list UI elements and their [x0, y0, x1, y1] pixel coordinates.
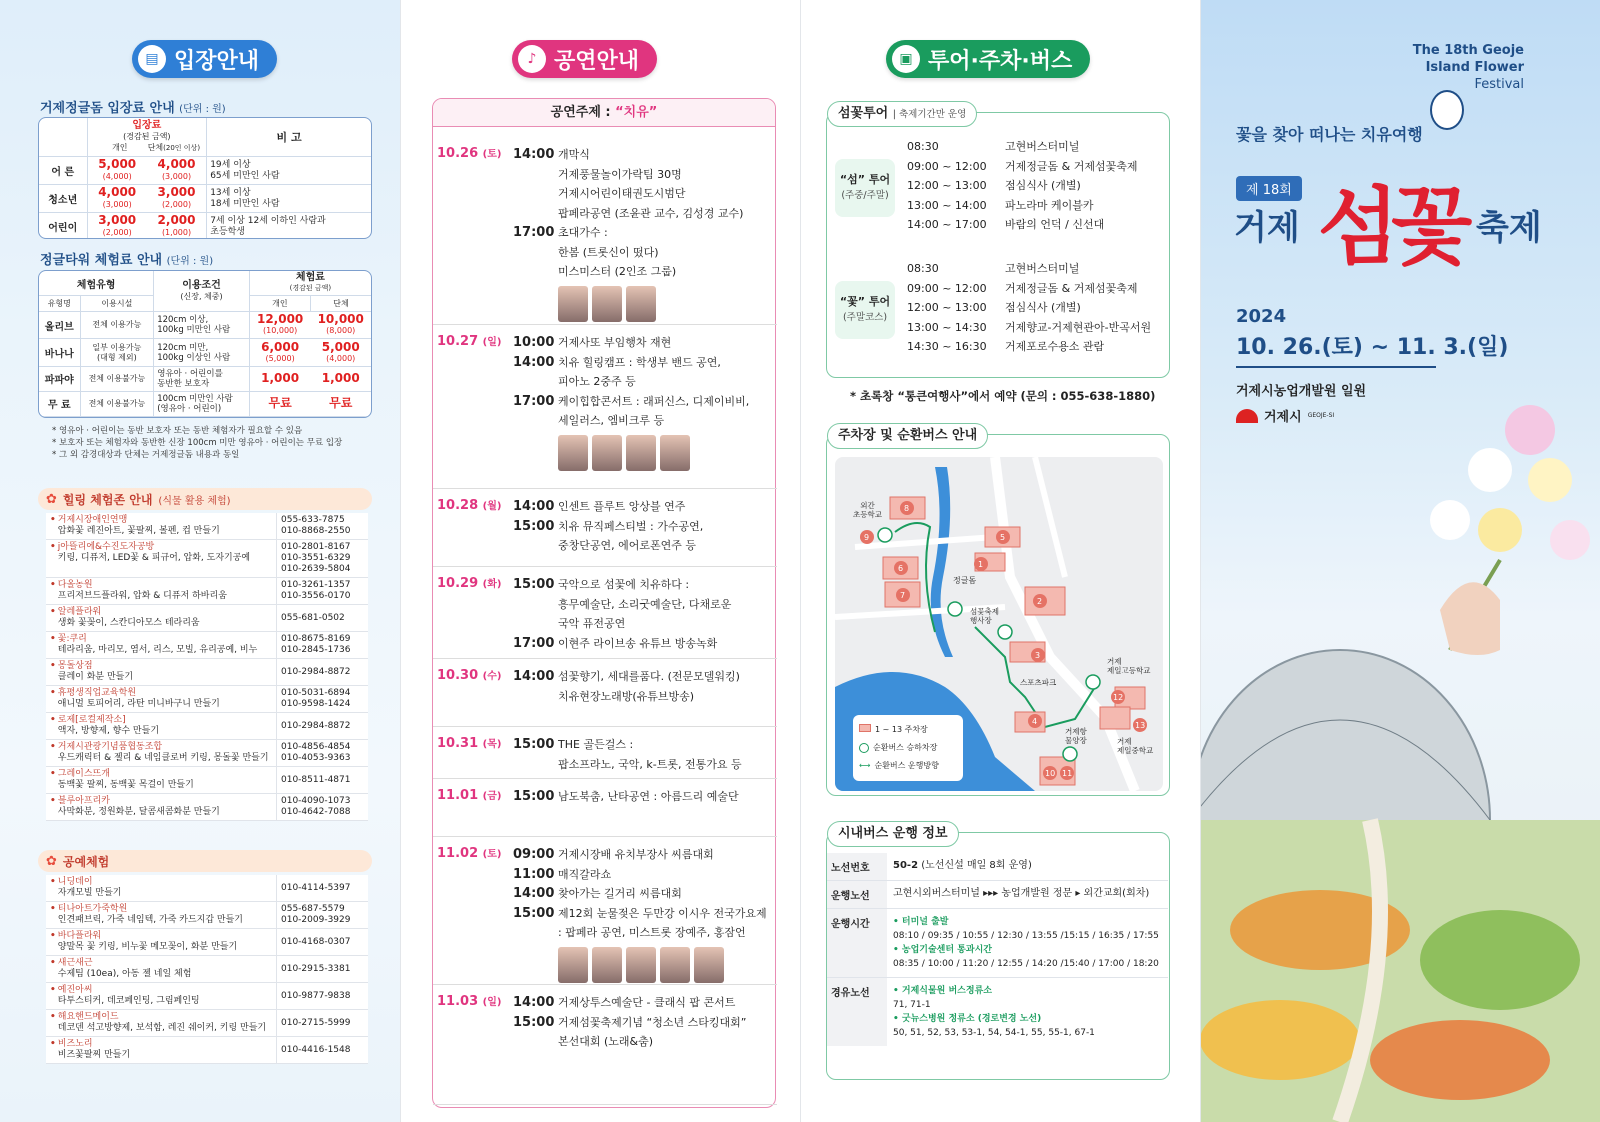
svg-text:5: 5 [1000, 533, 1006, 542]
schedule-day: 10.27 (일) 10:00 거제사또 부임행차 재현 14:00 치유 힐링캠프 : 학생부 밴드 공연, 피아노 2중주 등 17:00 케이힙합콘서트 : 래퍼신스, 디제이비비, 세일러스, 엠비크루 등 [433, 325, 777, 489]
healing-heading: ✿ 힐링 체험존 안내 (식물 활용 체험) [38, 488, 372, 510]
festival-date: 10. 26.(토) ~ 11. 3.(일) [1236, 335, 1509, 360]
music-icon: ♪ [518, 45, 546, 73]
fee-title: 거제정글돔 입장료 안내 (단위 : 원) [40, 101, 226, 116]
title-left: 거제 [1234, 208, 1300, 248]
list-item: • 비즈노리 비즈꽃팔찌 만들기 010-4416-1548 [46, 1037, 368, 1064]
admission-panel [0, 0, 400, 1122]
cover-panel [1200, 0, 1600, 1122]
list-item: • 티나아트가죽학원 인견패브릭, 가죽 네임텍, 가죽 카드지갑 만들기 055-687-5579 010-2009-3929 [46, 902, 368, 929]
list-item: • 휴평생직업교육학원 애니멀 토피어리, 라탄 미니바구니 만들기 010-5031-6894 010-9598-1424 [46, 686, 368, 713]
list-item: • 새근새근 수제팀 (10ea), 아동 젤 네일 체험 010-2915-3381 [46, 956, 368, 983]
fee-table: 입장료 (경감된 금액) 개인 단체(20인 이상) 비 고 어 른 5,000 (4,000) 4,000 (3,000) 19세 이상 65세 미만인 사람 청소년 4,000 (3,000) 3,000 (2,000) 13세 이상 18세 미만인 사람 어린이 3,000 (2,000) 2,000 (1,000) 7세 이상 12세 이하인 사람과 초등학생 [38, 117, 372, 239]
bus-icon: ▣ [892, 45, 920, 73]
list-item: • 몽돌상점 클레이 화분 만들기 010-2984-8872 [46, 659, 368, 686]
map-label-school: 외간 초등학교 [853, 501, 882, 519]
list-item: • 알레플라워 생화 꽃꽂이, 스칸디아모스 테라리움 055-681-0502 [46, 605, 368, 632]
list-item: • 로제[로컬제작소] 액자, 방향제, 향수 만들기 010-2984-8872 [46, 713, 368, 740]
performer-photo [626, 286, 656, 322]
schedule-day: 11.02 (토) 09:00 거제시장배 유치부장사 씨름대회 11:00 매직갈라쇼 14:00 찾아가는 길거리 씨름대회 15:00 제12회 눈물젖은 두만강 이시우 전국가요제 : 팝페라 공연, 미스트롯 장예주, 홍잠언 [433, 837, 777, 985]
ticket-icon: ▤ [138, 45, 166, 73]
english-title: The 18th Geoje Island Flower Festival [1412, 43, 1524, 92]
list-item: • 니딩데이 자개모빌 만들기 010-4114-5397 [46, 875, 368, 902]
tower-row: 파파야 전체 이용불가능 영유아 · 어린이를 동반한 보호자 1,000 1,000 [39, 366, 371, 391]
list-item: • 거제시장애인연맹 압화꽃 레진아트, 꽃팔찌, 볼펜, 컵 만들기 055-633-7875 010-8868-2550 [46, 513, 368, 540]
bus-box [826, 826, 1170, 1080]
list-item: • 해요핸드메이드 데코덴 석고방향제, 보석함, 레진 쉐이커, 키링 만들기 010-2715-5999 [46, 1010, 368, 1037]
performer-photo [694, 947, 724, 983]
schedule-day: 10.30 (수) 14:00 섬꽃향기, 세대를품다. (전문모델워킹) 치유현장노래방(유튜브방송) [433, 659, 777, 727]
performer-photo [558, 286, 588, 322]
craft-heading: ✿ 공예체험 [38, 850, 372, 872]
fold-line [400, 0, 401, 1122]
svg-text:9: 9 [864, 533, 870, 542]
tour-reserve: * 초록창 “통큰여행사”에서 예약 (문의 : 055-638-1880) [850, 389, 1156, 403]
list-item: • 바다플라워 양말목 꽃 키링, 비누꽃 메모꽂이, 화분 만들기 010-4168-0307 [46, 929, 368, 956]
tower-title: 정글타워 체험료 안내 (단위 : 원) [40, 253, 214, 268]
parking-title: 주차장 및 순환버스 안내 [827, 423, 988, 449]
list-item: • 꽃:쿠리 테라리움, 마리모, 염서, 리스, 모빌, 유리공예, 비누 010-8675-8169 010-2845-1736 [46, 632, 368, 659]
list-item: • 예진아씨 타투스티커, 데코페인팅, 그림페인팅 010-9877-9838 [46, 983, 368, 1010]
tour-box [826, 106, 1170, 378]
note-line: * 영유아 · 어린이는 동반 보호자 또는 동반 체험자가 필요할 수 있음 [52, 426, 303, 436]
mascot-icon [1430, 90, 1464, 130]
svg-text:3: 3 [1035, 651, 1041, 660]
svg-text:7: 7 [900, 591, 906, 600]
svg-text:1: 1 [978, 560, 984, 569]
list-item: • 블루아프리카 사막화분, 정원화분, 달콤새콤화분 만들기 010-4090-1073 010-4642-7088 [46, 794, 368, 821]
tower-row: 바나나 일부 이용가능 (대형 제외) 120cm 미만, 100kg 이상인 사람 6,000 (5,000) 5,000 (4,000) [39, 339, 371, 366]
performer-photo [592, 435, 622, 471]
divider [1236, 366, 1436, 368]
schedule-day: 10.26 (토) 14:00 개막식 거제풍물놀이가락팀 30명 거제시어린이태권도시범단 팝페라공연 (조윤관 교수, 김성경 교수) 17:00 초대가수 : 한봄 (트롯신이 떴다) 미스미스터 (2인조 그룹) [433, 137, 777, 325]
tour-course: “섬” 투어 (주중/주말) 08:30 고현버스터미널 09:00 ~ 12:00 거제정글돔 & 거제섬꽃축제 12:00 ~ 13:00 점심식사 (개별) 13:00 ~ 14:00 파노라마 케이블카 14:00 ~ 17:00 바람의 언덕 / 신선대 [827, 137, 1171, 247]
list-item: • 다올농원 프리저브드플라워, 압화 & 디퓨저 하바리움 010-3261-1357 010-3556-0170 [46, 578, 368, 605]
edition-badge: 제 18회 [1236, 176, 1302, 201]
title-main: 섬꽃 [1318, 177, 1465, 276]
admission-heading: ▤ 입장안내 [132, 40, 277, 78]
performer-photo [558, 947, 588, 983]
performer-photo [592, 286, 622, 322]
slogan: 꽃을 찾아 떠나는 치유여행 [1236, 125, 1423, 144]
map-label-sports: 스포츠파크 [1020, 678, 1057, 687]
performer-photo [660, 435, 690, 471]
fee-row: 어린이 3,000 (2,000) 2,000 (1,000) 7세 이상 12세 이하인 사람과 초등학생 [39, 213, 371, 240]
fee-row: 청소년 4,000 (3,000) 3,000 (2,000) 13세 이상 18세 미만인 사람 [39, 185, 371, 213]
list-item: • j아뜰리에&수진도자공방 키링, 디퓨저, LED꽃 & 피규어, 압화, 도자기공예 010-2801-8167 010-3551-6329 010-2639-5804 [46, 540, 368, 578]
tour-title: 섬꽃투어 | 축제기간만 운영 [827, 101, 977, 127]
performance-theme: 공연주제 : “치유” [433, 99, 775, 127]
performer-photos [558, 435, 773, 471]
performer-photo [626, 435, 656, 471]
festival-year: 2024 [1236, 306, 1287, 327]
map-legend: 1 ~ 13 주차장 순환버스 승하차장 ⟷ 순환버스 운행방향 [853, 715, 963, 781]
title-right: 축제 [1476, 208, 1542, 248]
tour-panel [800, 0, 1200, 1122]
bus-title: 시내버스 운행 정보 [827, 821, 959, 847]
tower-table: 체험유형 이용조건 (신장, 체중) 체험료 (경감된 금액) 유형명 이용시설 개인 단체 올리브 전체 이용가능 120cm 이상, 100kg 미만인 사람 12,000 (10,000) 10,000 (8,000) 바나나 일부 이용가능 (대형 제외) 120cm 미만, 100kg 이상인 사람 6,000 (5,000) 5,000 (4,000) 파파야 전체 이용불가능 영유아 · 어린이를 동반한 보호자 1,000 1,000 무 료 전체 이용불가능 100cm 미만인 사람 (영유아 · 어린이) 무료 무료 [38, 270, 372, 418]
schedule-day: 10.28 (월) 14:00 인센트 플루트 앙상블 연주 15:00 치유 뮤직페스티벌 : 가수공연, 중창단공연, 에어로폰연주 등 [433, 489, 777, 567]
tour-course: “꽃” 투어 (주말코스) 08:30 고현버스터미널 09:00 ~ 12:00 거제정글돔 & 거제섬꽃축제 12:00 ~ 13:00 점심식사 (개별) 13:00 ~ 14:30 거제향교-거제현관아-반곡서원 14:30 ~ 16:30 거제포로수용소 관람 [827, 259, 1171, 369]
parking-box [826, 428, 1170, 796]
performance-heading: ♪ 공연안내 [512, 40, 657, 78]
flower-icon: ✿ [46, 491, 57, 507]
performer-photos [558, 286, 773, 322]
svg-text:2: 2 [1037, 597, 1043, 606]
list-item: • 거제시관광기념품협동조합 우드캐릭터 & 젤리 & 네임클로버 키링, 몽돌꽃 만들기 010-4856-4854 010-4053-9363 [46, 740, 368, 767]
performer-photo [558, 435, 588, 471]
performer-photo [626, 947, 656, 983]
note-line: * 보호자 또는 체험자와 동반한 신장 100cm 미만 영유아 · 어린이는 무료 입장 [52, 438, 343, 448]
svg-text:12: 12 [1113, 693, 1124, 702]
schedule-day: 10.29 (화) 15:00 국악으로 섬꽃에 치유하다 : 흥무예술단, 소리굿예술단, 다채로운 국악 퓨전공연 17:00 이현주 라이브송 유튜브 방송녹화 [433, 567, 777, 659]
tower-row: 무 료 전체 이용불가능 100cm 미만인 사람 (영유아 · 어린이) 무료 무료 [39, 391, 371, 416]
performer-photos [558, 947, 773, 983]
map-label-venue: 섬꽃축제 행사장 [970, 607, 999, 625]
flower-icon: ✿ [46, 853, 57, 869]
svg-text:4: 4 [1032, 717, 1038, 726]
map-label-high: 거제 제일고등학교 [1107, 657, 1151, 675]
craft-list [46, 875, 368, 1064]
flower-bouquet [1430, 405, 1590, 655]
fold-line [1200, 0, 1201, 1122]
schedule-day: 11.01 (금) 15:00 남도북춤, 난타공연 : 아름드리 예술단 [433, 779, 777, 837]
performer-photo [592, 947, 622, 983]
svg-text:11: 11 [1062, 769, 1073, 778]
map-label-port: 거제항 물양장 [1065, 727, 1087, 745]
tour-heading: ▣ 투어·주차·버스 [886, 40, 1090, 78]
map-label-jungle: 정글돔 [953, 576, 977, 585]
svg-text:10: 10 [1045, 769, 1056, 778]
map-label-middle: 거제 제일중학교 [1117, 737, 1154, 755]
festival-venue: 거제시농업개발원 일원 [1236, 384, 1367, 399]
healing-list [46, 513, 368, 821]
svg-text:6: 6 [898, 564, 904, 573]
tower-row: 올리브 전체 이용가능 120cm 이상, 100kg 미만인 사람 12,000 (10,000) 10,000 (8,000) [39, 312, 371, 339]
schedule-day: 11.03 (일) 14:00 거제상투스예술단 - 클래식 팝 콘서트 15:00 거제섬꽃축제기념 “청소년 스타킹대회” 본선대회 (노래&춤) [433, 985, 777, 1105]
note-line: * 그 외 감경대상과 단체는 거제정글돔 내용과 동일 [52, 450, 240, 460]
svg-text:8: 8 [904, 504, 910, 513]
geoje-logo-icon [1236, 409, 1258, 423]
fee-row: 어 른 5,000 (4,000) 4,000 (3,000) 19세 이상 65세 미만인 사람 [39, 157, 371, 185]
performance-schedule [432, 98, 776, 1108]
city-logo: 거제시 GEOJE-SI [1236, 406, 1334, 425]
list-item: • 그레이스뜨개 동백꽃 팔찌, 동백꽃 목걸이 만들기 010-8511-4871 [46, 767, 368, 794]
svg-text:13: 13 [1135, 721, 1146, 730]
schedule-day: 10.31 (목) 15:00 THE 골든걸스 : 팝소프라노, 국악, k-트롯, 전통가요 등 [433, 727, 777, 779]
bus-table: 노선번호 50-2 (노선신설 매일 8회 운영) 운행노선 고현시외버스터미널 ▸▸▸ 농업개발원 정문 ▸ 외간교회(회차) 운행시간 • 터미널 출발 08:10 / 09:35 / 10:55 / 12:30 / 13:55 /15:15 / 16:35 / 17:55 • 농업기술센터 통과시간 08:35 / 10:00 / 11:20 / 12:55 / 14:20 /15:40 / 17:00 / 18:20 경유노선 • 거제식물원 버스정류소 71, 71-1 • 굿뉴스병원 정류소 (경로변경 노선) 50, 51, 52, 53, 53-1, 54, 54-1, 55, 55-1, 67-1 [827, 853, 1168, 1046]
parking-map [835, 457, 1163, 791]
fold-line [800, 0, 801, 1122]
tower-notes [52, 425, 382, 461]
performer-photo [660, 947, 690, 983]
